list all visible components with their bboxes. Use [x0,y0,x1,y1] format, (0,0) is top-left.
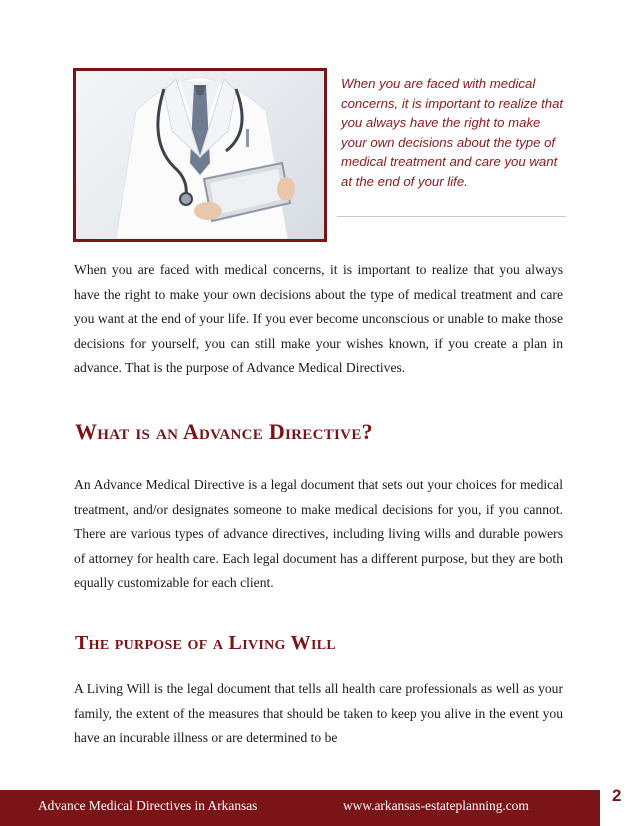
advance-directive-paragraph: An Advance Medical Directive is a legal document that sets out your choices for medical treatment, and/or designates someone to make medical decisions for you, if you cannot. There are various types of advance directives, including living wills and durable powers of attorney for health care. Each legal document has a different purpose, but they are both equally customizable for each client. [74,477,563,591]
quote-divider [337,216,566,217]
section-heading-advance-directive: What is an Advance Directive? [75,419,373,444]
sidebar-quote: When you are faced with medical concerns, it is important to realize that you always have the right to make your own decisions about the type of medical treatment and care you want at the end of your life. [341,76,564,189]
page-number: 2 [612,786,622,805]
footer-title: Advance Medical Directives in Arkansas [38,798,258,813]
doctor-photo [73,68,327,242]
footer-website: www.arkansas-estateplanning.com [343,798,529,813]
doctor-illustration [76,71,324,239]
intro-paragraph: When you are faced with medical concerns, it is important to realize that you always have the right to make your own decisions about the type of medical treatment and care you want at the end of your life. If you ever become unconscious or unable to make those decisions for yourself, you can still make your wishes known, if you create a plan in advance. That is the purpose of Advance Medical Directives. [74,262,563,376]
section-heading-living-will: The purpose of a Living Will [75,632,336,654]
living-will-paragraph: A Living Will is the legal document that tells all health care professionals as well as your family, the extent of the measures that should be taken to keep you alive in the event you have an incurable illness or are determined to be [74,681,563,746]
